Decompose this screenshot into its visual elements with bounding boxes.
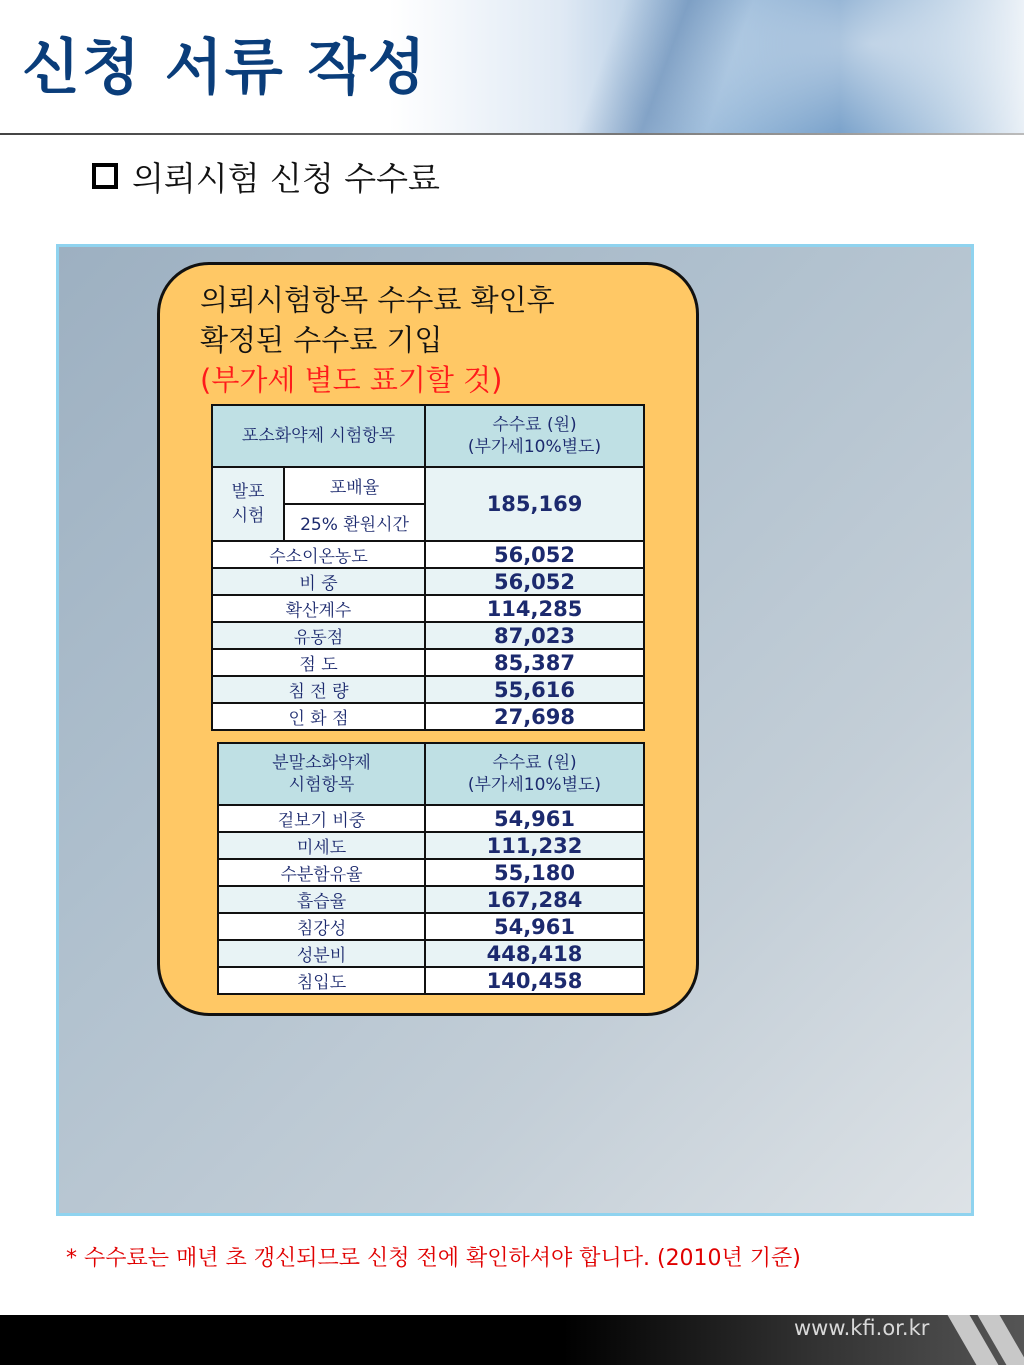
powder-fee-table (217, 742, 645, 995)
table-row (218, 832, 644, 859)
row-value: 54,961 (425, 913, 644, 940)
fee-header-line-2: (부가세10%별도) (467, 437, 602, 457)
item-header-line-2: 시험항목 (288, 775, 355, 795)
row-name: 확산계수 (212, 595, 425, 622)
row-name: 수소이온농도 (212, 541, 425, 568)
group-sub-item-2: 25% 환원시간 (284, 504, 425, 541)
page-title: 신청 서류 작성 (22, 33, 428, 103)
table-header-item (218, 743, 425, 805)
row-value: 27,698 (425, 703, 644, 730)
table-row (212, 676, 644, 703)
row-name: 흡습율 (218, 886, 425, 913)
row-name: 침강성 (218, 913, 425, 940)
row-name: 수분함유율 (218, 859, 425, 886)
row-value: 56,052 (425, 568, 644, 595)
table-header-fee (425, 405, 644, 467)
group-label-line-2: 시험 (231, 506, 265, 526)
note-line-3: (부가세 별도 표기할 것) (200, 363, 503, 397)
table-row (218, 886, 644, 913)
fee-header-line-1: 수수료 (원) (492, 753, 577, 773)
row-value: 56,052 (425, 541, 644, 568)
note-line-1: 의뢰시험항목 수수료 확인후 (200, 283, 555, 317)
row-name: 성분비 (218, 940, 425, 967)
item-header-line-1: 분말소화약제 (272, 753, 371, 773)
footnote: * 수수료는 매년 초 갱신되므로 신청 전에 확인하셔야 합니다. (2010년 기준) (66, 1246, 801, 1271)
table-header-fee (425, 743, 644, 805)
row-name: 인 화 점 (212, 703, 425, 730)
table-row (212, 595, 644, 622)
table-header-item: 포소화약제 시험항목 (212, 405, 425, 467)
row-value: 111,232 (425, 832, 644, 859)
row-name: 유동점 (212, 622, 425, 649)
table-row (218, 805, 644, 832)
row-value: 167,284 (425, 886, 644, 913)
section-heading (92, 152, 440, 200)
header-divider (0, 133, 1024, 135)
row-value: 140,458 (425, 967, 644, 994)
table-row (212, 541, 644, 568)
group-sub-item-1: 포배율 (284, 467, 425, 504)
fee-header-line-1: 수수료 (원) (492, 415, 577, 435)
table-row (212, 703, 644, 730)
row-value: 54,961 (425, 805, 644, 832)
fee-header-line-2: (부가세10%별도) (467, 775, 602, 795)
table-row (212, 568, 644, 595)
row-name: 비 중 (212, 568, 425, 595)
row-name: 침 전 량 (212, 676, 425, 703)
row-name: 미세도 (218, 832, 425, 859)
foam-fee-table (211, 404, 645, 731)
section-label: 의뢰시험 신청 수수료 (132, 158, 440, 198)
table-row (212, 649, 644, 676)
row-value: 87,023 (425, 622, 644, 649)
group-value: 185,169 (425, 467, 644, 541)
row-value: 448,418 (425, 940, 644, 967)
row-name: 겉보기 비중 (218, 805, 425, 832)
row-name: 점 도 (212, 649, 425, 676)
row-name: 침입도 (218, 967, 425, 994)
table-row (218, 967, 644, 994)
row-value: 55,616 (425, 676, 644, 703)
table-row (212, 622, 644, 649)
group-label-line-1: 발포 (231, 482, 265, 502)
square-bullet-icon (92, 163, 118, 189)
table-row (218, 913, 644, 940)
group-label (212, 467, 284, 541)
note-line-2: 확정된 수수료 기입 (200, 323, 443, 357)
row-value: 114,285 (425, 595, 644, 622)
table-row (218, 859, 644, 886)
row-value: 85,387 (425, 649, 644, 676)
row-value: 55,180 (425, 859, 644, 886)
footer-url[interactable]: www.kfi.or.kr (794, 1316, 930, 1340)
table-row (218, 940, 644, 967)
